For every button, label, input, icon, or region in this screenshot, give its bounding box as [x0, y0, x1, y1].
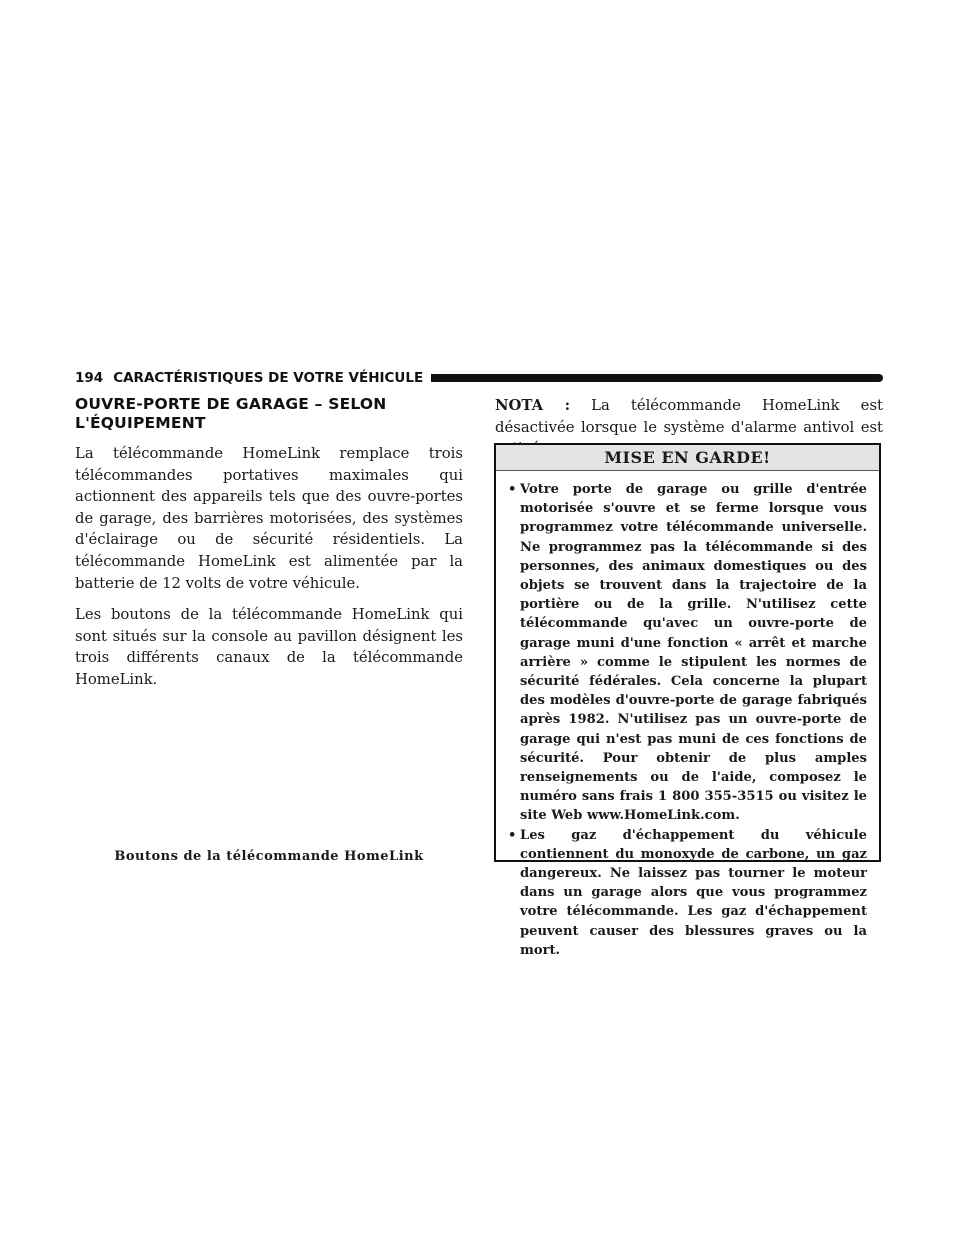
- warning-title: MISE EN GARDE!: [496, 445, 879, 471]
- image-caption: Boutons de la télécommande HomeLink: [114, 849, 424, 864]
- warning-box: [494, 443, 881, 958]
- buttons-paragraph: Les boutons de la télécommande HomeLink qui sont situés sur la console au pavillon désignent les trois différents canaux de la télécommande HomeLink.: [75, 606, 463, 688]
- page-header: [75, 370, 883, 386]
- left-column: [75, 395, 463, 701]
- section-heading: [75, 395, 463, 433]
- section-heading-line2: L'ÉQUIPEMENT: [75, 414, 206, 432]
- section-heading-line1: OUVRE-PORTE DE GARAGE – SELON: [75, 395, 387, 413]
- note-label: NOTA :: [495, 397, 571, 414]
- warning-item: [508, 480, 867, 826]
- warning-list: [496, 471, 879, 960]
- warning-item-text: Votre porte de garage ou grille d'entrée motorisée s'ouvre et se ferme lorsque vous programmez votre télécommande universelle. Ne programmez pas la télécommande si des personnes, des animaux domestiques ou des objets se trouvent dans la trajectoire de la portière ou de la grille. N'utilisez cette télécommande qu'avec un ouvre-porte de garage muni d'une fonction « arrêt et marche arrière » comme le stipulent les normes de sécurité fédérales. Cela concerne la plupart des modèles d'ouvre-porte de garage fabriqués après 1982. N'utilisez pas un ouvre-porte de garage qui n'est pas muni de ces fonctions de sécurité. Pour obtenir de plus amples renseignements ou de l'aide, composez le numéro sans frais 1 800 355-3515 ou visitez le site Web www.HomeLink.com.: [520, 482, 867, 824]
- bullet-icon: •: [508, 482, 517, 497]
- page-number: 194: [75, 370, 104, 386]
- bullet-icon: •: [508, 827, 517, 843]
- note-text: La télécommande HomeLink est désactivée lorsque le système d'alarme antivol est: [495, 397, 883, 436]
- warning-item: [508, 826, 867, 960]
- intro-paragraph: La télécommande HomeLink remplace trois télécommandes portatives maximales qui actionnent des appareils tels que des ouvre-portes de garage, des barrières motorisées, des systèmes d'éclairage ou de sécurité résidentiels. La télécommande HomeLink est alimentée par la batterie de 12 volts de votre véhicule.: [75, 445, 463, 592]
- header-rule: [431, 374, 883, 382]
- warning-item-text: Les gaz d'échappement du véhicule contiennent du monoxyde de carbone, un gaz dangereux. Ne laissez pas tourner le moteur dans un garage alors que vous programmez votre télécommande. Les gaz d'échappement peuvent causer des blessures graves ou la mort.: [520, 827, 867, 958]
- section-title: CARACTÉRISTIQUES DE VOTRE VÉHICULE: [113, 370, 424, 386]
